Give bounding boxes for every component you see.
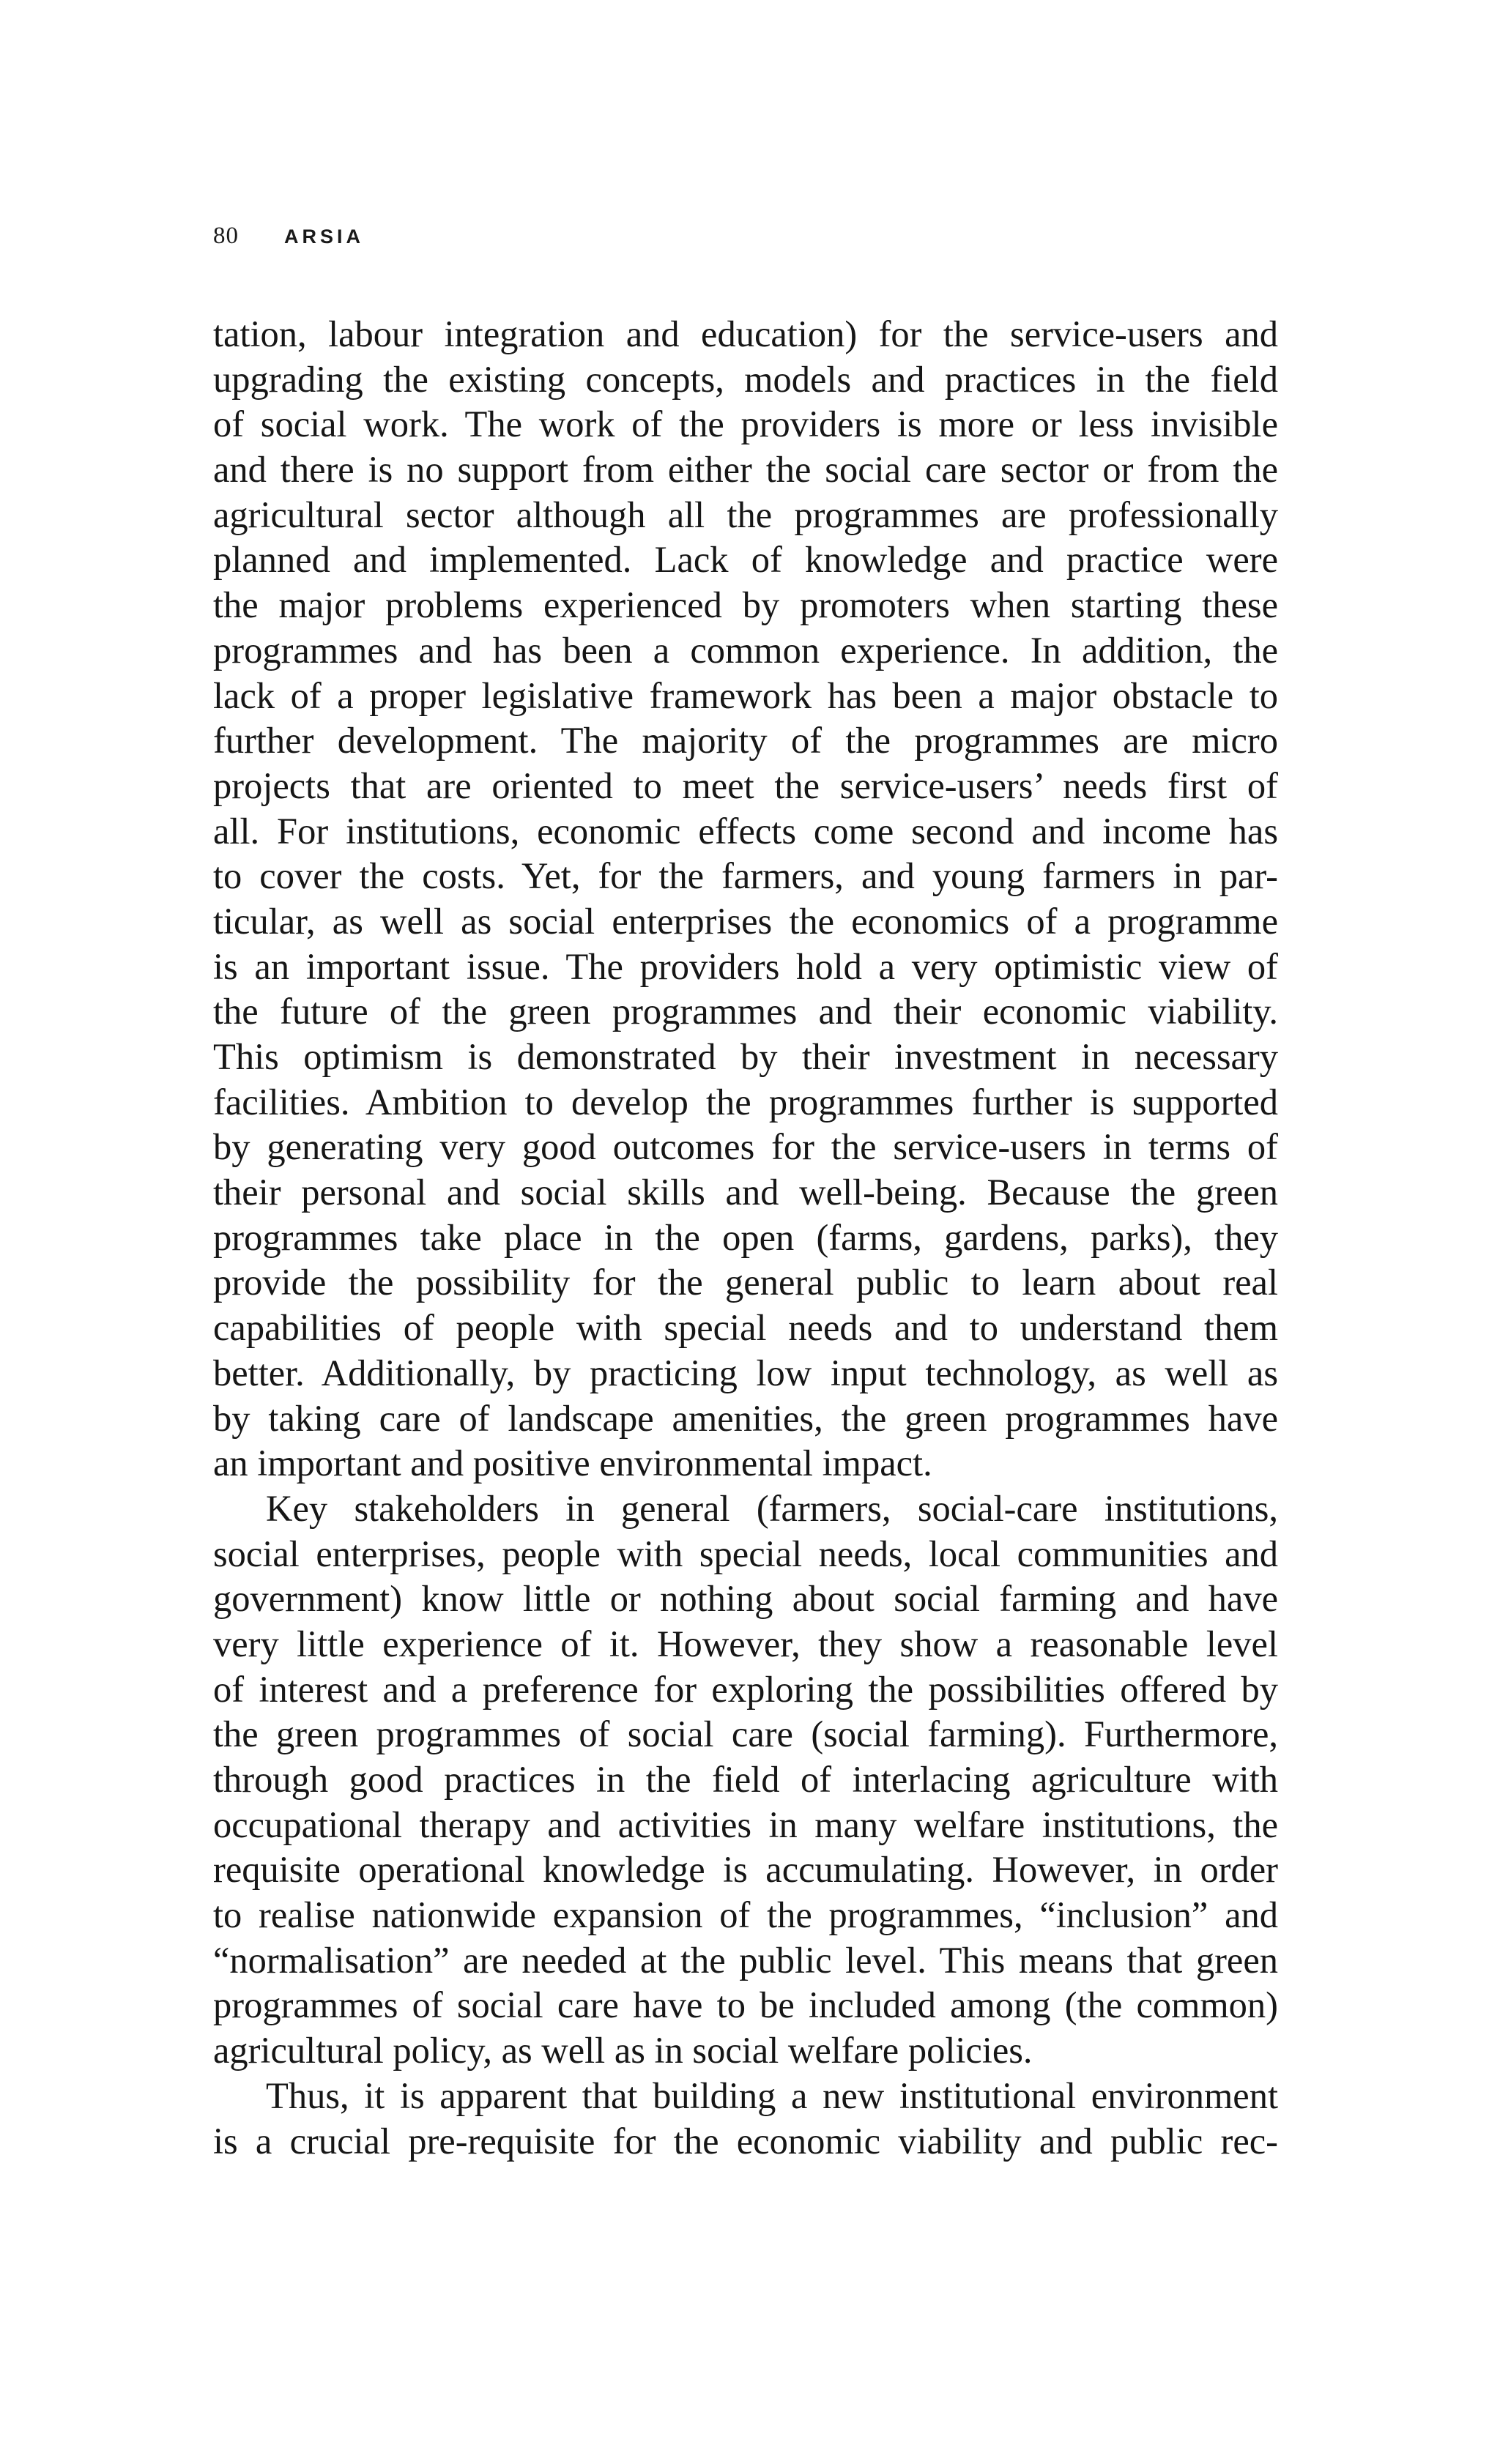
text-line: the major problems experienced by promoters when starting these	[213, 584, 1278, 626]
text-line: planned and implemented. Lack of knowledge and practice were	[213, 539, 1278, 581]
text-line: Key stakeholders in general (farmers, social-care institutions,	[266, 1487, 1278, 1529]
text-line: capabilities of people with special needs and to understand them	[213, 1307, 1278, 1349]
text-line: better. Additionally, by practicing low input technology, as well as	[213, 1352, 1278, 1393]
text-line: to cover the costs. Yet, for the farmers, and young farmers in par-	[213, 855, 1278, 897]
text-line: lack of a proper legislative framework has been a major obstacle to	[213, 674, 1278, 716]
text-line: by generating very good outcomes for the service-users in terms of	[213, 1126, 1278, 1168]
text-line: agricultural policy, as well as in social welfare policies.	[213, 2030, 1033, 2072]
text-line: upgrading the existing concepts, models and practices in the field	[213, 358, 1278, 400]
text-line: all. For institutions, economic effects come second and income has	[213, 810, 1278, 852]
text-line: requisite operational knowledge is accumulating. However, in order	[213, 1849, 1278, 1891]
text-line: programmes take place in the open (farms, gardens, parks), they	[213, 1216, 1278, 1258]
page-number: 80	[213, 223, 239, 249]
text-line: agricultural sector although all the programmes are professionally	[213, 494, 1278, 535]
text-line: their personal and social skills and well-being. Because the green	[213, 1172, 1278, 1213]
text-line: programmes and has been a common experience. In addition, the	[213, 629, 1278, 671]
body-text	[213, 312, 1278, 2164]
text-line: an important and positive environmental impact.	[213, 1443, 932, 1484]
text-line: government) know little or nothing about social farming and have	[213, 1578, 1278, 1620]
text-line: the green programmes of social care (social farming). Furthermore,	[213, 1713, 1278, 1755]
text-line: very little experience of it. However, they show a reasonable level	[213, 1623, 1278, 1664]
paragraph	[213, 312, 1278, 1486]
text-line: through good practices in the field of interlacing agriculture with	[213, 1759, 1278, 1800]
journal-name: ARSIA	[284, 226, 365, 247]
running-header	[213, 223, 364, 255]
text-line: further development. The majority of the programmes are micro	[213, 720, 1278, 762]
text-line: This optimism is demonstrated by their investment in necessary	[213, 1036, 1278, 1077]
text-line: is a crucial pre-requisite for the economic viability and public rec-	[213, 2120, 1278, 2162]
text-line: Thus, it is apparent that building a new institutional environment	[266, 2074, 1278, 2116]
text-line: programmes of social care have to be included among (the common)	[213, 1984, 1278, 2026]
text-line: ticular, as well as social enterprises the economics of a programme	[213, 900, 1278, 942]
text-line: provide the possibility for the general public to learn about real	[213, 1262, 1278, 1303]
paragraph	[213, 2074, 1278, 2164]
text-line: social enterprises, people with special needs, local communities and	[213, 1533, 1278, 1574]
text-line: is an important issue. The providers hold a very optimistic view of	[213, 945, 1278, 987]
text-line: and there is no support from either the social care sector or from the	[213, 449, 1278, 491]
paragraph	[213, 1486, 1278, 2074]
text-line: the future of the green programmes and their economic viability.	[213, 991, 1278, 1032]
text-line: by taking care of landscape amenities, the green programmes have	[213, 1397, 1278, 1439]
text-line: of social work. The work of the providers is more or less invisible	[213, 403, 1278, 445]
text-line: facilities. Ambition to develop the programmes further is supported	[213, 1081, 1278, 1123]
text-line: projects that are oriented to meet the service-users’ needs first of	[213, 764, 1278, 806]
text-line: occupational therapy and activities in many welfare institutions, the	[213, 1804, 1278, 1845]
text-line: “normalisation” are needed at the public level. This means that green	[213, 1939, 1278, 1981]
text-line: of interest and a preference for exploring the possibilities offered by	[213, 1668, 1278, 1710]
text-line: to realise nationwide expansion of the programmes, “inclusion” and	[213, 1894, 1278, 1936]
text-line: tation, labour integration and education) for the service-users and	[213, 313, 1278, 354]
